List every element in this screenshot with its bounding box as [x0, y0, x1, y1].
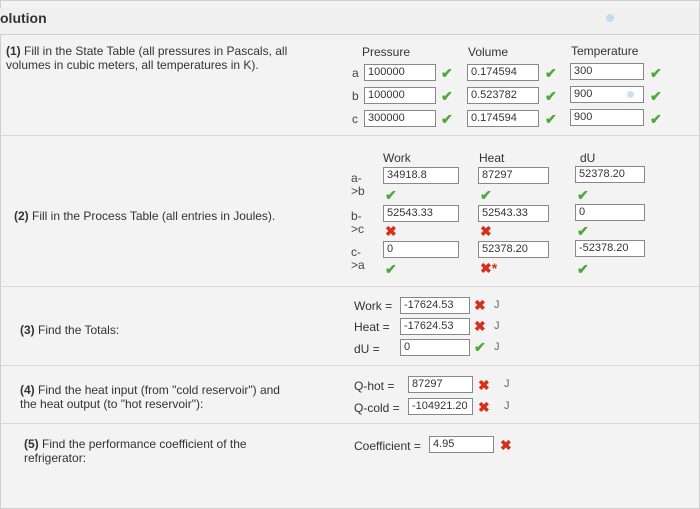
process-ab-work[interactable]: 34918.8: [383, 167, 459, 184]
solution-title: olution: [0, 10, 47, 26]
check-icon: ✔: [385, 261, 397, 277]
check-icon: ✔: [545, 111, 557, 127]
total-work-label: Work =: [354, 299, 393, 313]
q4-text-line2: the heat output (to "hot reservoir"):: [20, 397, 204, 411]
col-du: dU: [580, 151, 596, 165]
total-work-input[interactable]: -17624.53: [400, 297, 470, 314]
col-volume: Volume: [468, 45, 509, 59]
divider: [0, 286, 699, 287]
q5-text-line1: Find the performance coefficient of the: [42, 437, 247, 451]
state-b-volume[interactable]: 0.523782: [467, 87, 539, 104]
process-ca-du[interactable]: -52378.20: [575, 240, 645, 257]
state-c-pressure[interactable]: 300000: [364, 110, 436, 127]
divider: [0, 423, 699, 424]
total-du-input[interactable]: 0: [400, 339, 470, 356]
divider: [0, 365, 699, 366]
process-row-ca-label-1: c-: [351, 245, 361, 259]
cross-star-icon: ✖*: [480, 260, 498, 276]
total-heat-label: Heat =: [354, 320, 390, 334]
q1-text-line1: Fill in the State Table (all pressures in Pascals, all: [24, 44, 288, 58]
q5-text: [24, 437, 247, 465]
process-bc-du[interactable]: 0: [575, 204, 645, 221]
process-row-ab-label-2: >b: [351, 184, 365, 198]
divider: [0, 135, 699, 136]
process-row-ab-label-1: a-: [351, 171, 362, 185]
col-heat: Heat: [479, 151, 505, 165]
process-bc-work[interactable]: 52543.33: [383, 205, 459, 222]
check-icon: ✔: [650, 111, 662, 127]
cross-icon: ✖: [500, 437, 512, 453]
state-b-temperature[interactable]: 900: [570, 86, 644, 103]
q2-text: [14, 209, 275, 223]
cross-icon: ✖: [474, 297, 486, 313]
cross-icon: ✖: [478, 399, 490, 415]
cross-icon: ✖: [385, 223, 397, 239]
process-ca-heat[interactable]: 52378.20: [478, 241, 549, 258]
check-icon: ✔: [650, 88, 662, 104]
check-icon: ✔: [545, 88, 557, 104]
process-row-ca-label: [351, 246, 365, 272]
check-icon: ✔: [545, 65, 557, 81]
hook-icon: J: [504, 378, 510, 390]
process-row-bc-label: [351, 210, 364, 236]
q1-number: (1): [6, 44, 21, 58]
process-row-ca-label-2: >a: [351, 258, 365, 272]
q3-number: (3): [20, 323, 35, 337]
q2-number: (2): [14, 209, 29, 223]
check-icon: ✔: [441, 88, 453, 104]
q4-number: (4): [20, 383, 35, 397]
total-du-label: dU =: [354, 342, 380, 356]
q4-text-line1: Find the heat input (from "cold reservoir") and: [38, 383, 280, 397]
check-icon: ✔: [441, 111, 453, 127]
qhot-input[interactable]: 87297: [408, 376, 473, 393]
check-icon: ✔: [650, 65, 662, 81]
q2-text-label: Fill in the Process Table (all entries in Joules).: [32, 209, 276, 223]
state-row-b-label: b: [352, 89, 359, 103]
col-temperature: Temperature: [571, 44, 639, 58]
q3-text-label: Find the Totals:: [38, 323, 120, 337]
solution-header: [0, 8, 699, 35]
state-row-c-label: c: [352, 112, 358, 126]
coefficient-input[interactable]: 4.95: [429, 436, 494, 453]
q1-text-line2: volumes in cubic meters, all temperatures in K).: [6, 58, 259, 72]
process-ab-heat[interactable]: 87297: [478, 167, 549, 184]
state-a-temperature[interactable]: 300: [570, 63, 644, 80]
col-work: Work: [383, 151, 411, 165]
state-a-volume[interactable]: 0.174594: [467, 64, 539, 81]
process-row-bc-label-2: >c: [351, 222, 365, 236]
process-bc-heat[interactable]: 52543.33: [478, 205, 549, 222]
process-ab-du[interactable]: 52378.20: [575, 166, 645, 183]
check-icon: ✔: [480, 187, 492, 203]
q5-number: (5): [24, 437, 39, 451]
cross-icon: ✖: [474, 318, 486, 334]
process-ca-work[interactable]: 0: [383, 241, 459, 258]
check-icon: ✔: [577, 223, 589, 239]
state-c-volume[interactable]: 0.174594: [467, 110, 539, 127]
check-icon: ✔: [441, 65, 453, 81]
q1-text: [6, 44, 287, 72]
q5-text-line2: refrigerator:: [24, 451, 87, 465]
q4-text: [20, 383, 280, 411]
coefficient-label: Coefficient =: [354, 439, 421, 453]
state-a-pressure[interactable]: 100000: [364, 64, 436, 81]
cross-icon: ✖: [478, 377, 490, 393]
col-pressure: Pressure: [362, 45, 411, 59]
check-icon: ✔: [385, 187, 397, 203]
qcold-input[interactable]: -104921.20: [408, 398, 473, 415]
process-row-bc-label-1: b-: [351, 209, 362, 223]
state-c-temperature[interactable]: 900: [570, 109, 644, 126]
process-row-ab-label: [351, 172, 365, 198]
cross-icon: ✖: [480, 223, 492, 239]
qcold-label: Q-cold =: [354, 401, 400, 415]
qhot-label: Q-hot =: [354, 379, 395, 393]
state-row-a-label: a: [352, 66, 359, 80]
total-heat-input[interactable]: -17624.53: [400, 318, 470, 335]
q3-text: [20, 323, 119, 337]
hook-icon: J: [494, 299, 500, 311]
focus-dot-icon: [627, 91, 634, 98]
check-icon: ✔: [577, 261, 589, 277]
hook-icon: J: [494, 320, 500, 332]
check-icon: ✔: [577, 187, 589, 203]
hook-icon: J: [494, 341, 500, 353]
hook-icon: J: [504, 400, 510, 412]
state-b-pressure[interactable]: 100000: [364, 87, 436, 104]
status-dot-icon: [606, 14, 614, 22]
check-icon: ✔: [474, 339, 486, 355]
